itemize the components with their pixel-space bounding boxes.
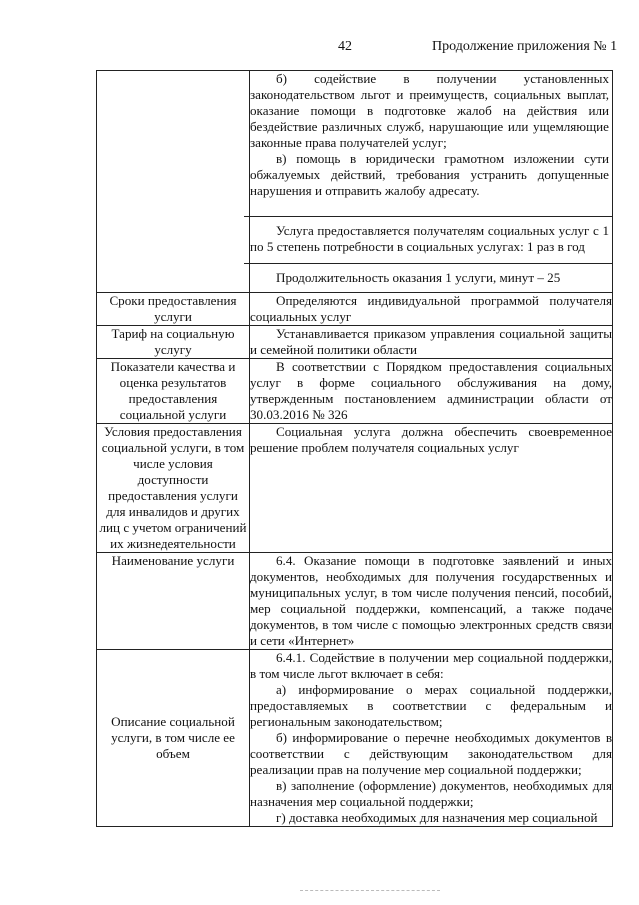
paragraph-a: а) информирование о мерах социальной поддержки, предоставляемых в соответствии с федеральным и региональным законодательством; <box>250 682 612 729</box>
row-content <box>250 359 613 424</box>
page-number: 42 <box>338 39 352 54</box>
tariff-text: Устанавливается приказом управления социальной защиты и семейной политики области <box>250 326 612 357</box>
services-table <box>96 70 613 827</box>
paragraph-6-4-1: 6.4.1. Содействие в получении мер социальной поддержки, в том числе льгот включает в себя: <box>250 650 612 681</box>
row-content <box>250 650 613 827</box>
service-name-text: 6.4. Оказание помощи в подготовке заявлений и иных документов, необходимых для получения государственных и муниципальных услуг, в том числе получения пенсий, пособий, мер социальной поддержки, компенсаций, а также подаче документов, в том числе с помощью электронных средств связи и сети «Интернет» <box>250 553 612 648</box>
table-row <box>97 553 613 650</box>
row-content <box>250 553 613 650</box>
row-label-quality: Показатели качества и оценка результатов предоставления социальной услуги <box>97 359 250 424</box>
frequency-block <box>244 216 612 263</box>
conditions-text: Социальная услуга должна обеспечить своевременное решение проблем получателя социальных услуг <box>250 424 612 455</box>
row-content <box>250 71 613 293</box>
table-row <box>97 293 613 326</box>
row-content <box>250 326 613 359</box>
row-content <box>250 293 613 326</box>
paragraph-b: б) информирование о перечне необходимых документов в соответствии с действующим законодательством для реализации прав на получение мер социальной поддержки; <box>250 730 612 777</box>
row-content <box>250 424 613 553</box>
terms-text: Определяются индивидуальной программой получателя социальных услуг <box>250 293 612 324</box>
paragraph-b: б) содействие в получении установленных законодательством льгот и преимуществ, социальных выплат, оказание помощи в подготовке жалоб на действия или бездействие различных служб, нарушающие или ущемляющие законные права получателей услуг; <box>250 71 609 150</box>
row-label-service-name: Наименование услуги <box>97 553 250 650</box>
duration-block <box>244 263 612 292</box>
row-label-terms: Сроки предоставления услуги <box>97 293 250 326</box>
service-frequency-text: Услуга предоставляется получателям социальных услуг с 1 по 5 степень потребности в социальных услугах: 1 раз в год <box>250 223 609 254</box>
service-duration-text: Продолжительность оказания 1 услуги, минут – 25 <box>276 270 561 285</box>
row-label-conditions: Условия предоставления социальной услуги, в том числе условия доступности предоставления услуги для инвалидов и других лиц с учетом ограничений их жизнедеятельности <box>97 424 250 553</box>
table-row <box>97 424 613 553</box>
quality-text: В соответствии с Порядком предоставления социальных услуг в форме социального обслуживания на дому, утвержденным постановлением администрации области от 30.03.2016 № 326 <box>250 359 612 422</box>
table-row <box>97 359 613 424</box>
row-label-tariff: Тариф на социальную услугу <box>97 326 250 359</box>
table-row <box>97 71 613 293</box>
appendix-continuation-label: Продолжение приложения № 1 <box>432 39 618 54</box>
table-row <box>97 326 613 359</box>
row-label-description: Описание социальной услуги, в том числе ее объем <box>97 650 250 827</box>
paragraph-g: г) доставка необходимых для назначения мер социальной <box>276 810 598 825</box>
scan-artifact-line <box>300 890 440 893</box>
paragraph-v: в) помощь в юридически грамотном изложении сути обжалуемых действий, требования устранить допущенные нарушения и отправить жалобу адресату. <box>250 151 609 198</box>
row-label-empty <box>97 71 250 293</box>
paragraph-v: в) заполнение (оформление) документов, необходимых для назначения мер социальной поддержки; <box>250 778 612 809</box>
table-row <box>97 650 613 827</box>
rights-assistance-block <box>250 71 612 216</box>
